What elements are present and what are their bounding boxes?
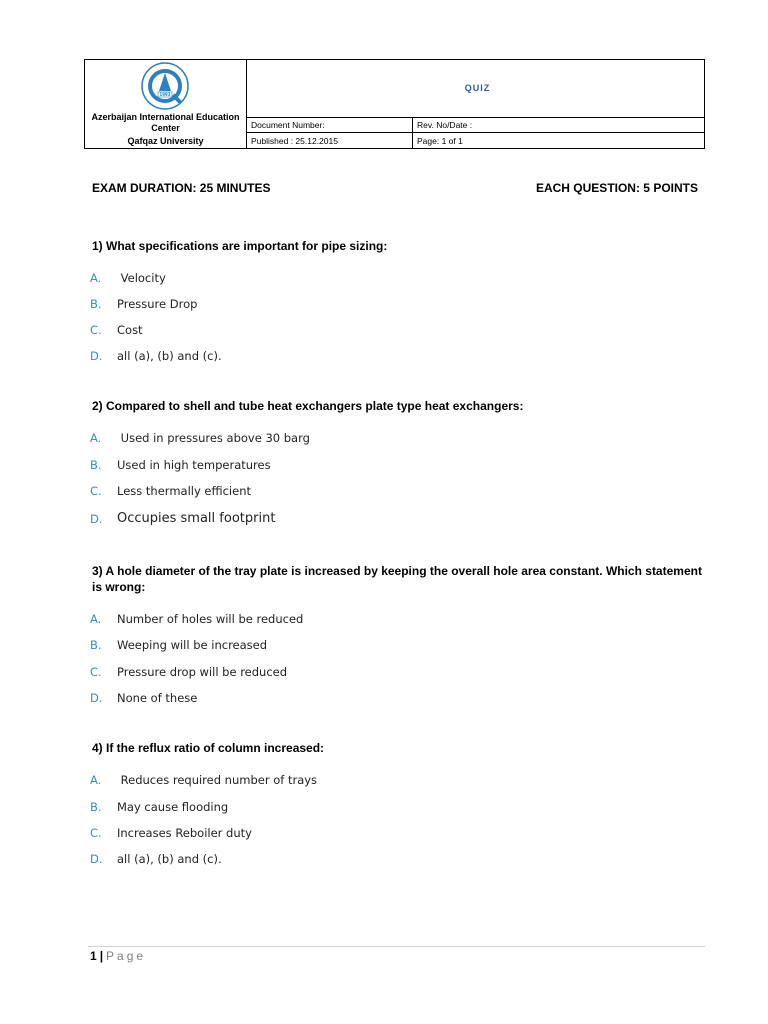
option-letter: B. bbox=[90, 800, 102, 814]
option-text: Less thermally efficient bbox=[117, 484, 252, 498]
option-letter: A. bbox=[90, 431, 102, 445]
org-name-line3: Qafqaz University bbox=[127, 136, 204, 146]
option-letter: A. bbox=[90, 773, 102, 787]
option-text: Number of holes will be reduced bbox=[117, 612, 304, 626]
option-text: Velocity bbox=[117, 271, 166, 285]
page-footer bbox=[90, 949, 146, 963]
rev-no-date: Rev. No/Date : bbox=[413, 117, 705, 133]
q2-option-d bbox=[90, 511, 275, 526]
option-letter: C. bbox=[90, 826, 102, 840]
option-letter: A. bbox=[90, 612, 102, 626]
option-letter: D. bbox=[90, 852, 103, 866]
svg-text:1993: 1993 bbox=[159, 92, 171, 97]
document-header bbox=[84, 59, 705, 149]
option-text: all (a), (b) and (c). bbox=[117, 349, 222, 363]
option-letter: B. bbox=[90, 638, 102, 652]
q2-option-a bbox=[90, 431, 310, 445]
org-name-line2: Center bbox=[151, 123, 180, 133]
question-3: 3) A hole diameter of the tray plate is increased by keeping the overall hole area constant. Which statement is wrong: bbox=[92, 564, 702, 594]
page-count: Page: 1 of 1 bbox=[413, 133, 705, 149]
q3-option-c bbox=[90, 665, 287, 679]
exam-duration: EXAM DURATION: 25 MINUTES bbox=[92, 181, 271, 195]
q4-option-c bbox=[90, 826, 252, 840]
question-4: 4) If the reflux ratio of column increased: bbox=[92, 741, 325, 755]
published-date: Published : 25.12.2015 bbox=[247, 133, 413, 149]
question-points: EACH QUESTION: 5 POINTS bbox=[535, 181, 698, 195]
q3-option-a bbox=[90, 612, 303, 626]
option-text: Pressure Drop bbox=[117, 297, 198, 311]
option-text: Increases Reboiler duty bbox=[117, 826, 252, 840]
option-text: Used in pressures above 30 barg bbox=[117, 431, 310, 445]
option-text: Occupies small footprint bbox=[117, 511, 276, 526]
q3-option-d bbox=[90, 691, 197, 705]
q1-option-b bbox=[90, 297, 197, 311]
option-text: Cost bbox=[117, 323, 143, 337]
q4-option-d bbox=[90, 852, 222, 866]
footer-separator: | bbox=[99, 949, 104, 963]
option-text: Used in high temperatures bbox=[117, 458, 271, 472]
option-letter: B. bbox=[90, 297, 102, 311]
option-text: Weeping will be increased bbox=[117, 638, 268, 652]
document-number: Document Number: bbox=[247, 117, 413, 133]
q1-option-d bbox=[90, 349, 222, 363]
question-1: 1) What specifications are important for pipe sizing: bbox=[92, 239, 388, 253]
q3-option-b bbox=[90, 638, 267, 652]
footer-divider bbox=[88, 946, 705, 947]
option-letter: B. bbox=[90, 458, 102, 472]
option-letter: C. bbox=[90, 665, 102, 679]
institution-cell bbox=[85, 60, 247, 149]
option-letter: D. bbox=[90, 691, 103, 705]
q4-option-a bbox=[90, 773, 317, 787]
university-logo bbox=[137, 61, 193, 111]
q4-option-b bbox=[90, 800, 228, 814]
question-2: 2) Compared to shell and tube heat exchangers plate type heat exchangers: bbox=[92, 399, 524, 413]
option-text: all (a), (b) and (c). bbox=[117, 852, 222, 866]
option-letter: D. bbox=[90, 349, 103, 363]
footer-page-number: 1 bbox=[90, 949, 97, 963]
option-text: Pressure drop will be reduced bbox=[117, 665, 288, 679]
option-letter: C. bbox=[90, 323, 102, 337]
q1-option-c bbox=[90, 323, 143, 337]
footer-page-label: Page bbox=[106, 949, 147, 963]
document-title: QUIZ bbox=[247, 60, 705, 118]
q2-option-c bbox=[90, 484, 251, 498]
option-text: Reduces required number of trays bbox=[117, 773, 318, 787]
option-letter: A. bbox=[90, 271, 102, 285]
option-text: May cause flooding bbox=[117, 800, 229, 814]
org-name-line1: Azerbaijan International Education bbox=[91, 112, 240, 122]
option-text: None of these bbox=[117, 691, 198, 705]
option-letter: D. bbox=[90, 511, 103, 526]
option-letter: C. bbox=[90, 484, 102, 498]
q1-option-a bbox=[90, 271, 166, 285]
q2-option-b bbox=[90, 458, 271, 472]
